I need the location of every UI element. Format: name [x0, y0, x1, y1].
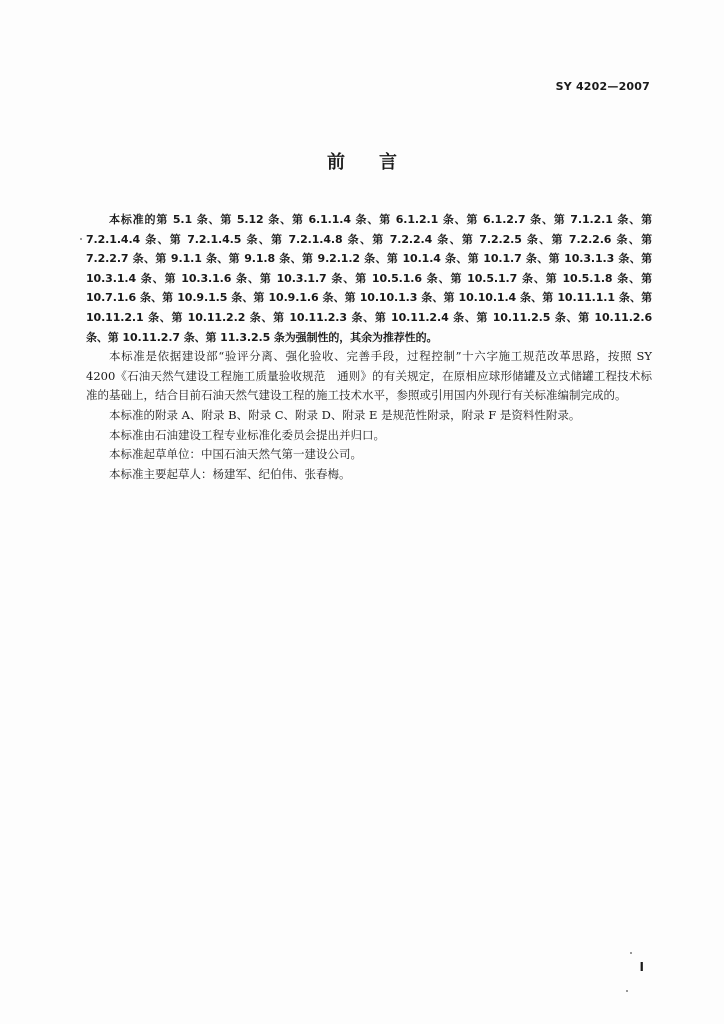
drafters-paragraph: 本标准主要起草人：杨建军、纪伯伟、张春梅。 [109, 466, 351, 481]
foreword-body [86, 210, 652, 484]
appendix-paragraph: 本标准的附录 A、附录 B、附录 C、附录 D、附录 E 是规范性附录，附录 F 是资料性附录。 [109, 407, 581, 422]
scan-speck [630, 952, 632, 954]
mandatory-clauses-paragraph: 本标准的第 5.1 条、第 5.12 条、第 6.1.1.4 条、第 6.1.2.1 条、第 6.1.2.7 条、第 7.1.2.1 条、第 7.2.1.4.4 条、第 7.2.1.4.5 条、第 7.2.1.4.8 条、第 7.2.2.4 条、第 7.2.2.5 条、第 7.2.2.6 条、第 7.2.2.7 条、第 9.1.1 条、第 9.1.8 条、第 9.2.1.2 条、第 10.1.4 条、第 10.1.7 条、第 10.3.1.3 条、第 10.3.1.4 条、第 10.3.1.6 条、第 10.3.1.7 条、第 10.5.1.6 条、第 10.5.1.7 条、第 10.5.1.8 条、第 10.7.1.6 条、第 10.9.1.5 条、第 10.9.1.6 条、第 10.10.1.3 条、第 10.10.1.4 条、第 10.11.1.1 条、第 10.11.2.1 条、第 10.11.2.2 条、第 10.11.2.3 条、第 10.11.2.4 条、第 10.11.2.5 条、第 10.11.2.6 条、第 10.11.2.7 条、第 11.3.2.5 条为强制性的，其余为推荐性的。 [86, 213, 652, 344]
standard-number: SY 4202—2007 [555, 80, 650, 93]
drafting-unit-paragraph: 本标准起草单位：中国石油天然气第一建设公司。 [109, 447, 362, 462]
proposer-paragraph: 本标准由石油建设工程专业标准化委员会提出并归口。 [109, 427, 385, 442]
scan-speck [80, 238, 82, 240]
page-number: I [639, 960, 644, 974]
basis-paragraph: 本标准是依据建设部“验评分离、强化验收、完善手段，过程控制”十六字施工规范改革思路，按照 SY 4200《石油天然气建设工程施工质量验收规范 通则》的有关规定，在原相应球形储罐及立式储罐工程技术标准的基础上，结合目前石油天然气建设工程的施工技术水平，参照或引用国内外现行有关标准编制完成的。 [86, 349, 652, 403]
page-title: 前言 [327, 152, 431, 173]
scan-speck [626, 990, 628, 992]
